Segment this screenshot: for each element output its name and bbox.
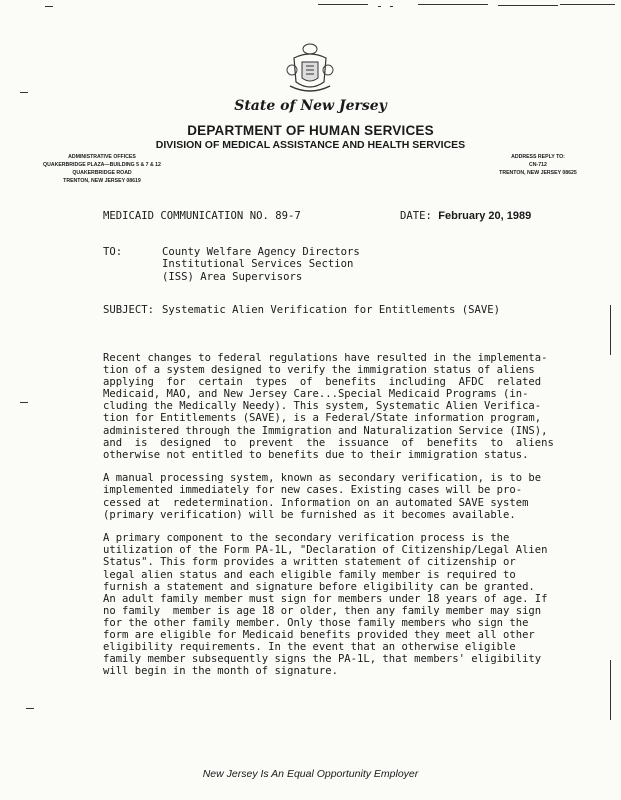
body-paragraph [103,532,548,678]
body-line: applying for certain types of benefits including AFDC related [103,376,542,389]
memo-body [103,352,554,689]
body-line: and is designed to prevent the issuance of benefits to aliens [103,436,554,449]
date-value: February 20, 1989 [438,210,532,222]
state-title: State of New Jersey [234,98,387,114]
body-line: form are eligible for Medicaid benefits provided they meet all other [103,628,535,641]
body-line: legal alien status and each eligible family member is required to [103,568,516,581]
recipient-line: County Welfare Agency Directors [162,246,360,258]
body-line: An adult family member must sign for members under 18 years of age. If [103,592,548,605]
communication-number: MEDICAID COMMUNICATION NO. 89-7 [103,210,301,222]
subject-text: Systematic Alien Verification for Entitlements (SAVE) [162,304,501,316]
department-title: DEPARTMENT OF HUMAN SERVICES [187,123,434,138]
subject-label: SUBJECT: [103,304,155,316]
body-line: family member subsequently signs the PA-1L, that members' eligibility [103,653,542,666]
to-label: TO: [103,246,123,258]
body-line: cessed at redetermination. Information on an automated SAVE system [103,496,529,509]
body-line: Status". This form provides a written statement of citizenship or [103,556,516,569]
recipient-line: (ISS) Area Supervisors [162,270,303,283]
state-seal [284,40,336,96]
address-reply: ADDRESS REPLY TO: CN-712 TRENTON, NEW JERSEY 08625 [499,154,577,176]
new-jersey-state-seal-icon [284,40,336,96]
body-line: (primary verification) will be furnished as it becomes available. [103,508,516,521]
date-label: DATE: [400,210,432,222]
body-line: for the other family member. Only those family members who sign the [103,616,529,629]
body-line: otherwise not entitled to benefits due to their immigration status. [103,448,529,461]
body-line: Recent changes to federal regulations have resulted in the implementa- [103,352,548,364]
recipients [162,246,360,283]
body-line: cluding the Medically Needy). This system, Systematic Alien Verifica- [103,400,542,413]
body-line: will begin in the month of signature. [103,665,338,678]
body-line: A manual processing system, known as secondary verification, is to be [103,472,542,485]
body-line: implemented immediately for new cases. Existing cases will be pro- [103,484,523,497]
body-paragraph [103,472,542,521]
body-line: tion for Entitlements (SAVE), is a Federal/State information program, [103,412,542,425]
body-line: utilization of the Form PA-1L, "Declaration of Citizenship/Legal Alien [103,544,548,557]
body-line: tion of a system designed to verify the immigration status of aliens [103,364,535,377]
memo-date [400,210,531,222]
body-line: no family member is age 18 or older, then any family member may sign [103,604,542,617]
body-line: Medicaid, MAO, and New Jersey Care...Special Medicaid Programs (in- [103,388,529,401]
body-line: A primary component to the secondary verification process is the [103,532,510,545]
body-paragraph [103,352,554,461]
footer-note: New Jersey Is An Equal Opportunity Employer [202,768,419,780]
body-line: eligibility requirements. In the event that an otherwise eligible [103,641,516,654]
recipient-line: Institutional Services Section [162,258,354,271]
body-line: furnish a statement and signature before eligibility can be granted. [103,580,535,593]
body-line: administered through the Immigration and Naturalization Service (INS), [103,424,548,437]
address-administrative: ADMINISTRATIVE OFFICES QUAKERBRIDGE PLAZA—BUILDING 5 & 7 & 12 QUAKERBRIDGE ROAD TRENTON, NEW JERSEY 08619 [43,154,161,184]
division-title: DIVISION OF MEDICAL ASSISTANCE AND HEALTH SERVICES [155,139,466,151]
